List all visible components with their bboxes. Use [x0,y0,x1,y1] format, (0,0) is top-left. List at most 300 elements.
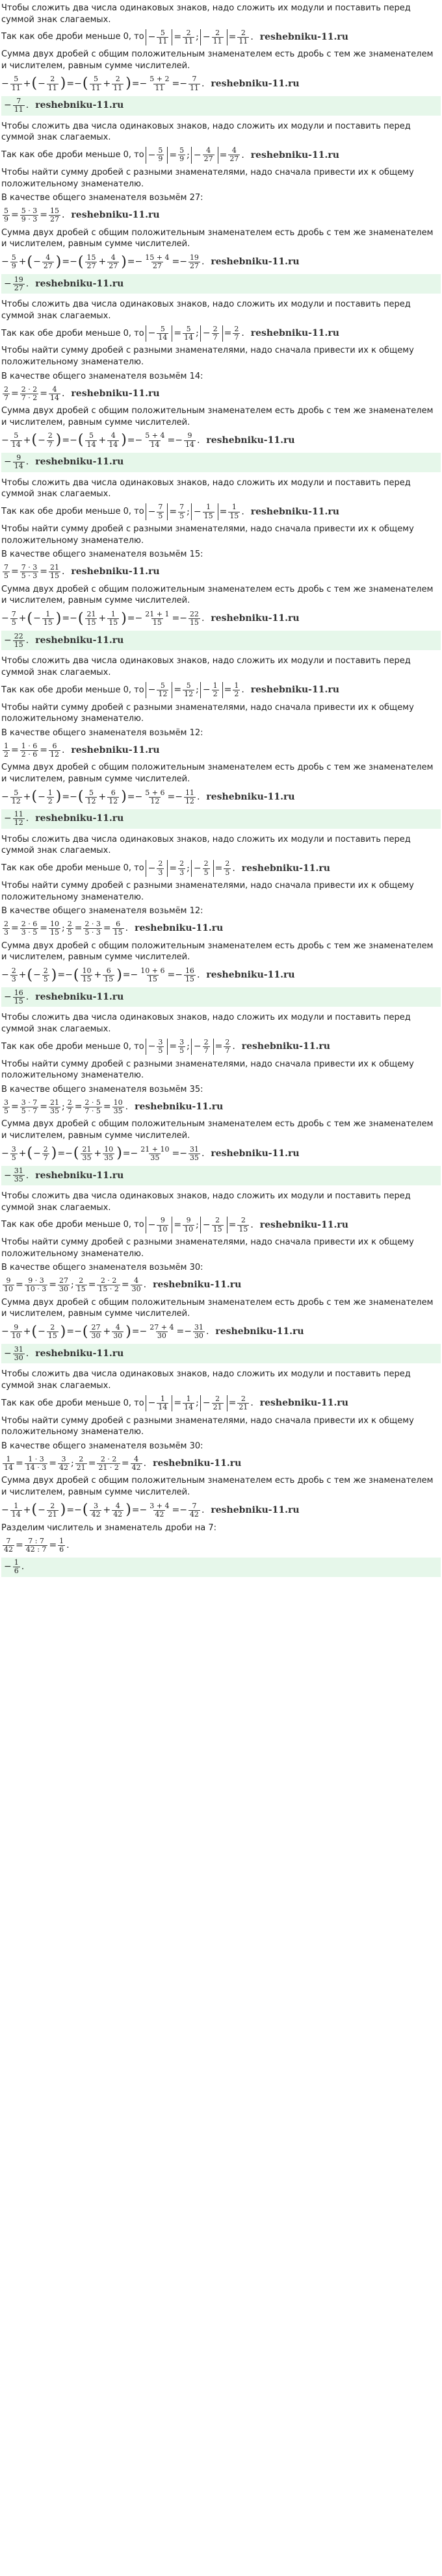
fraction [139,967,166,983]
denominator: 35 [49,1106,59,1115]
numerator: 11 [185,788,194,797]
answer-expression [4,454,29,470]
fraction [103,967,114,983]
plus: + [18,613,27,624]
conversion-expression [1,1456,146,1472]
period: . [143,1280,147,1291]
period: . [250,1219,254,1230]
numerator: 1 [4,741,8,750]
absolute-value [146,325,173,342]
numerator: 4 [52,385,57,394]
abs-expression [144,1039,235,1055]
numerator: 16 [185,966,194,976]
numerator: 2 [225,1037,230,1046]
fraction [10,789,22,805]
paren: ( [27,1145,33,1162]
equals: = [11,210,19,221]
task-block [1,477,441,651]
denominator: 10 [158,1224,168,1233]
sum-line [1,431,441,450]
fraction [3,1537,14,1554]
fraction [139,1146,170,1162]
numerator: 2 [67,1098,72,1107]
minus: − [139,78,148,89]
abs-expression [144,503,244,520]
plus: + [103,78,111,89]
absolute-value [200,325,223,342]
numerator: 21 + 10 [140,1144,170,1154]
denominator: 12 [11,796,21,805]
fraction [157,1395,168,1411]
numerator: 4 [110,253,116,262]
denominator: 14 [86,440,96,449]
conversion-expression [1,742,64,759]
numerator: 9 · 3 [28,1276,44,1285]
minus: − [184,1326,192,1337]
paren: ( [27,253,33,270]
denominator: 9 [4,215,8,224]
denominator: 27 [49,215,59,224]
numerator: 5 [88,431,94,440]
plus: + [18,970,27,981]
denominator: 15 [152,618,162,627]
rule-same-sign: Чтобы сложить два числа одинаковых знаков, надо сложить их модули и поставить перед суммой знак слагаемых. [1,656,411,677]
rule-common-denominator: Сумма двух дробей с общим положительным знаменателем есть дробь с тем же знаменателем и числителем, равным сумме числителей. [1,1119,434,1141]
denominator: 7 [47,440,53,449]
fraction [75,1456,87,1472]
period: . [196,435,200,446]
numerator: 9 [16,453,21,462]
numerator: 2 [158,859,163,868]
numerator: 10 [49,920,59,929]
minus: − [4,100,12,111]
minus: − [1,435,9,446]
fraction [203,503,214,520]
equals: = [169,863,177,874]
plus: + [98,435,107,446]
equals: = [40,210,47,221]
equals: = [167,791,176,802]
fraction [183,1395,194,1411]
fraction [183,682,194,698]
separator: ; [196,31,199,42]
fraction [25,1537,48,1554]
numerator: 31 [194,1323,203,1332]
numerator: 10 + 6 [140,966,165,976]
separator: ; [196,1219,199,1230]
minus: − [139,1504,148,1515]
paren: ) [125,75,131,92]
answer-box [1,1344,441,1363]
watermark: reshebniku-11.ru [153,1280,242,1291]
denominator: 27 [203,155,213,164]
equals: = [169,1041,177,1052]
denominator: 42 [113,1509,123,1519]
numerator: 2 [50,1501,55,1510]
denominator: 5 [203,868,209,877]
denominator: 15 [43,618,53,627]
watermark: reshebniku-11.ru [211,257,300,268]
numerator: 2 · 2 [100,1276,117,1285]
denominator: 3 [11,975,16,984]
denominator: 30 [131,1285,141,1294]
equals: = [121,1458,129,1469]
fraction [3,564,10,580]
denominator: 15 [229,511,239,520]
numerator: 1 [213,681,218,690]
fraction [103,1146,114,1162]
numerator: 2 [215,1394,220,1403]
denominator: 21 [239,1403,248,1412]
equals: = [127,257,135,268]
minus: − [179,78,187,89]
equals: = [121,1280,129,1291]
rule-lcd: Чтобы найти сумму дробей с разными знаменателями, надо сначала привести их к общему положительному знаменателю. [1,702,414,724]
minus: − [135,257,143,268]
denominator: 12 [150,796,160,805]
numerator: 5 [179,146,185,155]
numerator: 31 [189,1144,199,1154]
numerator: 2 [50,75,55,84]
denominator: 42 [189,1509,199,1519]
denominator: 27 [86,262,96,271]
numerator: 4 [46,253,51,262]
numerator: 1 · 6 [21,741,38,750]
denominator: 10 [184,1224,194,1233]
numerator: 15 + 4 [145,253,170,262]
minus: − [38,435,46,446]
absolute-value [146,860,168,876]
minus: − [4,635,12,646]
equals: = [66,1504,75,1515]
equals: = [11,744,19,755]
minus: − [33,970,41,981]
watermark: reshebniku-11.ru [206,791,295,802]
paren: ( [77,432,84,449]
fraction [3,920,10,937]
abs-line [1,503,441,521]
denominator: 27 [109,262,118,271]
minus: − [175,435,183,446]
fraction [85,432,97,448]
numerator: 3 [11,1144,16,1154]
denominator: 5 [179,1046,185,1055]
abs-line [1,324,441,342]
denominator: 14 [150,440,160,449]
sum-expression [1,787,200,807]
period: . [241,685,244,696]
period: . [25,278,29,289]
minus: − [33,1148,41,1159]
answer-box [1,809,441,829]
numerator: 2 [4,385,8,394]
answer-box [1,631,441,650]
fraction [112,920,124,937]
period: . [196,970,200,981]
fraction [47,789,54,805]
watermark: reshebniku-11.ru [250,328,339,339]
fraction [228,503,240,520]
fraction [3,742,10,759]
numerator: 2 [203,1037,209,1046]
absolute-value [146,682,173,698]
answer-expression [4,811,29,827]
denominator: 35 [150,1153,160,1162]
watermark: reshebniku-11.ru [35,457,124,468]
numerator: 5 [14,75,19,84]
numerator: 6 [52,741,57,750]
equals: = [11,388,19,399]
numerator: 31 [14,1345,23,1354]
answer-expression [4,633,29,649]
denominator: 27 [14,283,23,292]
denominator: 15 [76,1285,86,1294]
fraction [237,1395,249,1411]
fraction [184,789,196,805]
denominator: 6 [14,1567,19,1576]
conversion-expression [1,920,128,937]
denominator: 14 [109,440,118,449]
fraction [3,1277,14,1293]
numerator: 5 [160,28,165,37]
minus: − [74,1504,82,1515]
numerator: 7 [6,1536,11,1545]
denominator: 15 [14,996,23,1005]
denominator: 11 [14,105,23,114]
fraction [49,1099,60,1115]
fraction [112,1099,124,1115]
denominator: 9 · 3 [21,215,38,224]
numerator: 6 [110,788,116,797]
denominator: 12 [184,690,194,699]
equals: = [11,1101,19,1112]
denominator: 5 · 3 [21,572,38,581]
separator: ; [196,685,199,696]
sum-expression [1,1144,204,1163]
watermark: reshebniku-11.ru [259,1398,348,1409]
sum-line [1,966,441,985]
paren: ( [82,1502,88,1519]
numerator: 5 [93,75,98,84]
rule-same-sign: Чтобы сложить два числа одинаковых знаков, надо сложить их модули и поставить перед суммой знак слагаемых. [1,1369,411,1391]
numerator: 7 [158,503,163,512]
equals: = [62,257,70,268]
denominator: 42 [4,1545,13,1554]
abs-line [1,146,441,164]
separator: ; [187,506,190,517]
numerator: 2 [225,859,230,868]
paren: ) [121,432,127,449]
conversion-line [1,920,441,938]
fraction [112,1324,124,1340]
minus: − [175,791,183,802]
fraction [3,1456,14,1472]
absolute-value [146,29,173,45]
absolute-value [146,1039,168,1055]
watermark: reshebniku-11.ru [241,1041,330,1052]
rule-same-sign: Чтобы сложить два числа одинаковых знаков, надо сложить их модули и поставить перед суммой знак слагаемых. [1,1013,411,1034]
numerator: 2 [203,859,209,868]
period: . [25,635,29,646]
abs-expression [144,682,244,698]
denominator: 42 [155,1509,164,1519]
rule-common-denominator: Сумма двух дробей с общим положительным знаменателем есть дробь с тем же знаменателем и числителем, равным сумме числителей. [1,406,434,427]
fraction [66,920,73,937]
equals: = [174,1398,182,1409]
watermark: reshebniku-11.ru [35,1348,124,1359]
abs-line [1,859,441,878]
equals: = [172,1504,180,1515]
fraction [47,75,58,92]
denominator: 35 [189,1153,199,1162]
equals: = [127,791,135,802]
task-block [1,834,441,1007]
rule-common-denominator: Сумма двух дробей с общим положительным знаменателем есть дробь с тем же знаменателем и числителем, равным сумме числителей. [1,584,434,606]
numerator: 2 [215,1216,220,1225]
period: . [25,992,29,1002]
minus: − [38,791,46,802]
answer-fraction [13,811,25,827]
denominator: 11 [113,83,123,92]
minus: − [4,1170,12,1181]
minus: − [148,328,156,339]
conversion-line [1,385,441,403]
fraction [42,254,54,270]
equals: = [16,1458,23,1469]
denominator: 9 [158,155,163,164]
fraction [85,789,97,805]
denominator: 21 [47,1509,57,1519]
rule-same-sign: Чтобы сложить два числа одинаковых знаков, надо сложить их модули и поставить перед суммой знак слагаемых. [1,3,411,25]
denominator: 5 [158,1046,163,1055]
denominator: 15 [113,928,123,937]
equals: = [167,435,176,446]
watermark: reshebniku-11.ru [153,1458,242,1469]
numerator: 15 [49,207,59,216]
numerator: 22 [14,631,23,640]
denominator: 3 [179,868,185,877]
minus: − [148,506,156,517]
denominator: 11 [184,36,194,45]
numerator: 9 [187,431,192,440]
minus: − [135,613,143,624]
divide-line [1,1537,441,1555]
denominator: 14 [14,462,23,471]
minus: − [193,1041,202,1052]
rule-lcd: Чтобы найти сумму дробей с разными знаменателями, надо сначала привести их к общему положительному знаменателю. [1,1415,414,1437]
equals: = [219,149,228,160]
denominator: 14 [4,1463,13,1472]
denominator: 10 [4,1285,13,1294]
denominator: 2 [213,690,218,699]
fraction [157,147,164,163]
fraction [66,1099,73,1115]
denominator: 30 [58,1285,68,1294]
numerator: 1 [231,503,237,512]
numerator: 4 [115,1501,120,1510]
fraction [83,920,102,937]
minus: − [1,791,9,802]
denominator: 5 [225,868,230,877]
watermark: reshebniku-11.ru [206,970,295,981]
denominator: 12 [49,750,59,759]
watermark: reshebniku-11.ru [135,923,224,934]
denominator: 27 [229,155,239,164]
fraction [47,432,54,448]
numerator: 21 [49,1098,59,1107]
numerator: 7 [16,97,21,106]
rule-common-denominator: Сумма двух дробей с общим положительным знаменателем есть дробь с тем же знаменателем и числителем, равным сумме числителей. [1,49,434,71]
task-block [1,1191,441,1364]
denominator: 30 [14,1353,23,1362]
conversion-line [1,741,441,759]
period: . [201,1504,205,1515]
watermark: reshebniku-11.ru [35,992,124,1002]
conversion-expression [1,207,64,223]
denominator: 11 [47,83,57,92]
equals: = [66,78,75,89]
denominator: 12 [14,818,23,827]
conversion-line [1,563,441,581]
fraction [81,1146,92,1162]
denominator: 35 [113,1106,123,1115]
watermark: reshebniku-11.ru [211,613,300,624]
watermark: reshebniku-11.ru [35,278,124,289]
absolute-value [146,147,168,163]
fraction [10,967,18,983]
numerator: 2 · 2 [100,1454,117,1463]
denominator: 7 [234,333,239,342]
paren: ( [31,432,38,449]
denominator: 27 [43,262,53,271]
fraction [49,386,60,402]
denominator: 12 [109,796,118,805]
period: . [201,613,205,624]
paren: ( [73,966,79,983]
separator: ; [187,149,190,160]
denominator: 14 [158,1403,168,1412]
answer-box [1,453,441,472]
denominator: 7 [225,1046,230,1055]
denominator: 3 [4,928,8,937]
fraction [42,611,54,627]
watermark: reshebniku-11.ru [206,435,295,446]
equals: = [228,1219,237,1230]
numerator: 21 + 1 [145,609,170,618]
period: . [201,1148,205,1159]
plus: + [18,257,27,268]
numerator: 15 [86,253,96,262]
minus: − [74,78,82,89]
period: . [250,31,254,42]
watermark: reshebniku-11.ru [35,1170,124,1181]
minus: − [70,613,77,624]
minus: − [148,685,156,696]
numerator: 2 [67,920,72,929]
paren: ) [116,1145,122,1162]
fraction [157,860,164,876]
rule-common-denominator: Сумма двух дробей с общим положительным знаменателем есть дробь с тем же знаменателем и числителем, равным сумме числителей. [1,941,434,963]
numerator: 5 [186,681,191,690]
denominator: 15 [104,975,114,984]
watermark: reshebniku-11.ru [71,388,160,399]
abs-line [1,1038,441,1056]
answer-box [1,96,441,116]
equals: = [40,1101,47,1112]
equals: = [167,970,176,981]
period: . [205,1326,209,1337]
answer-fraction [13,454,25,470]
